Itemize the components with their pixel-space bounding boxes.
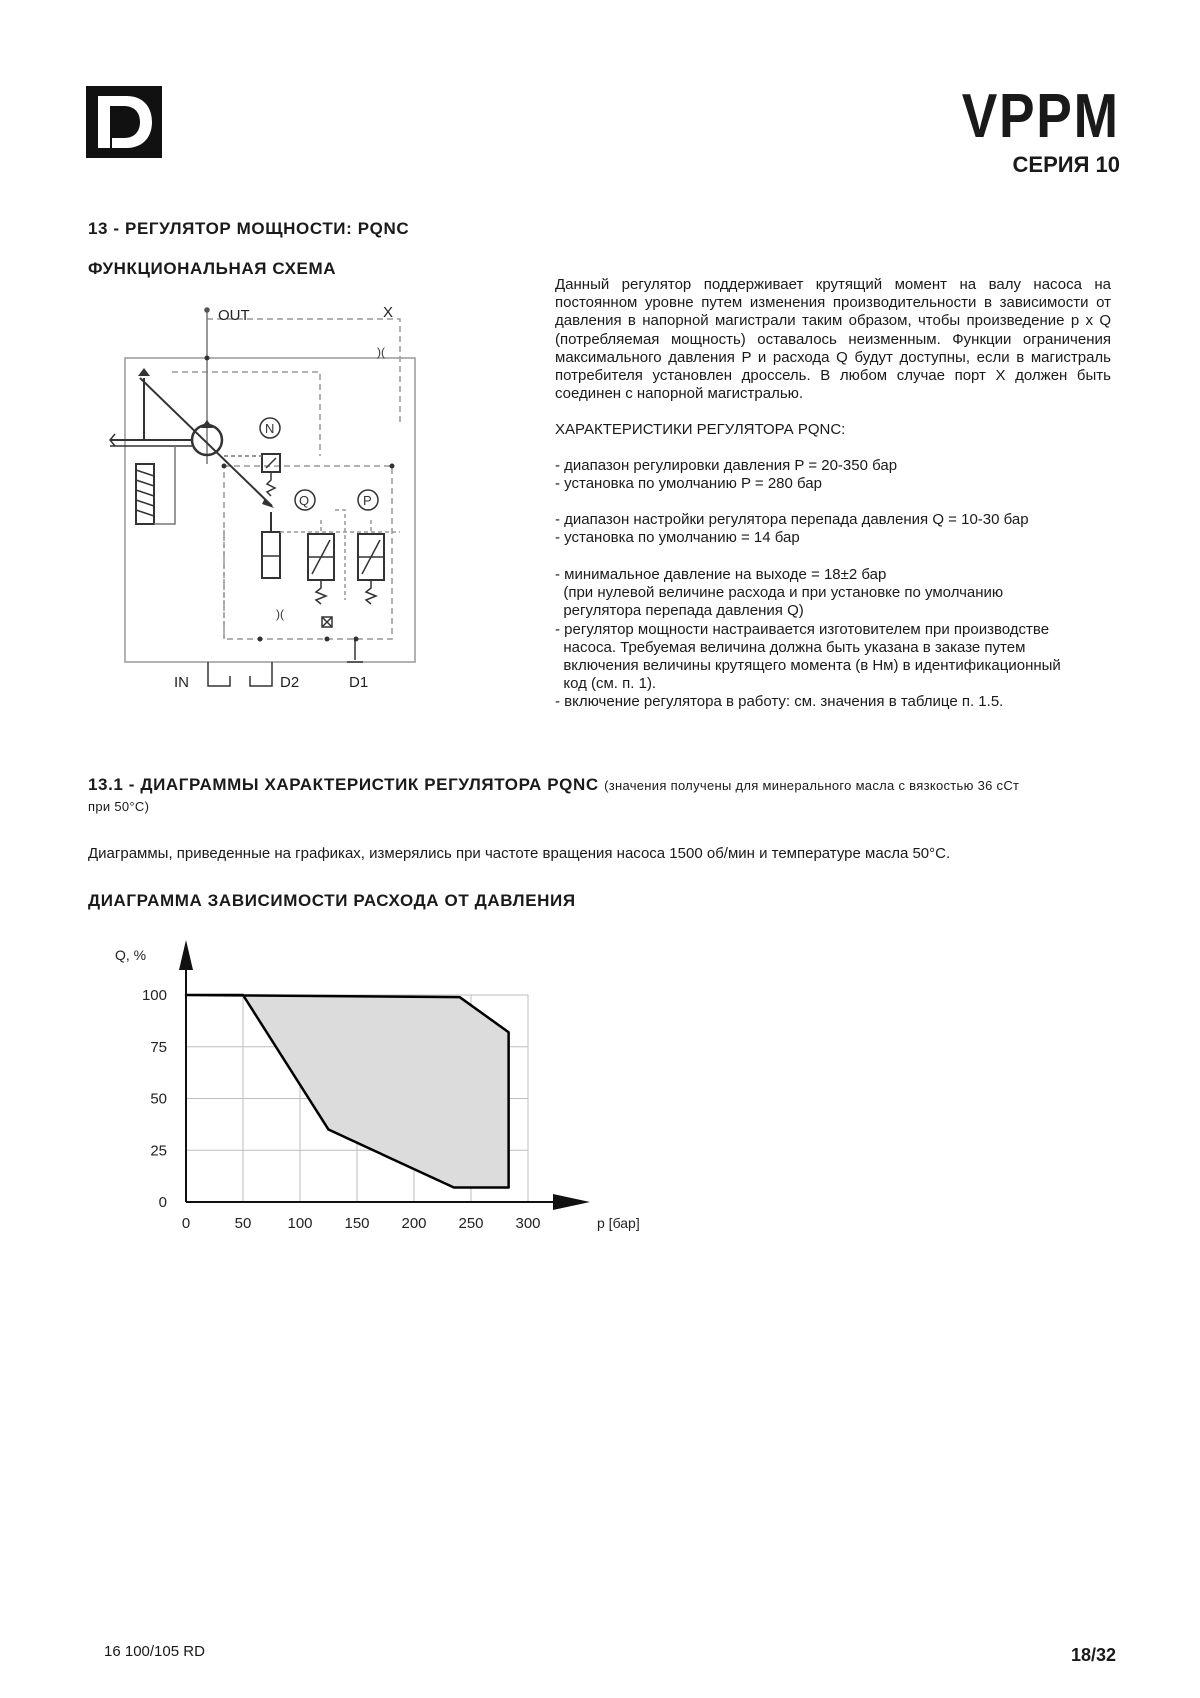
characteristics-group-2: - диапазон настройки регулятора перепада давления Q = 10-30 бар - установка по умолчанию = 14 бар bbox=[555, 511, 1029, 547]
scheme-label-d1: D1 bbox=[349, 674, 369, 691]
x-tick-label: 150 bbox=[344, 1215, 370, 1232]
flow-pressure-chart bbox=[85, 940, 640, 1240]
characteristics-heading: ХАРАКТЕРИСТИКИ РЕГУЛЯТОРА PQNC: bbox=[555, 421, 846, 438]
characteristics-group-1: - диапазон регулировки давления P = 20-350 бар - установка по умолчанию P = 280 бар bbox=[555, 457, 898, 493]
y-axis-label: Q, % bbox=[115, 947, 147, 963]
y-tick-label: 0 bbox=[158, 1194, 167, 1211]
scheme-label-p: P bbox=[363, 493, 372, 508]
x-tick-label: 100 bbox=[287, 1215, 313, 1232]
y-tick-label: 50 bbox=[150, 1090, 167, 1108]
scheme-label-in: IN bbox=[174, 674, 189, 691]
section2-text: Диаграммы, приведенные на графиках, измерялись при частоте вращения насоса 1500 об/мин и температуре масла 50°C. bbox=[88, 845, 951, 862]
document-code: 16 100/105 RD bbox=[104, 1643, 205, 1660]
section2-heading bbox=[88, 776, 1128, 793]
x-tick-label: 0 bbox=[181, 1215, 191, 1232]
chart-heading: ДИАГРАММА ЗАВИСИМОСТИ РАСХОДА ОТ ДАВЛЕНИЯ bbox=[88, 891, 576, 910]
y-tick-label: 75 bbox=[150, 1038, 167, 1056]
page-number: 18/32 bbox=[1070, 1645, 1116, 1665]
scheme-label-x: X bbox=[383, 304, 394, 321]
x-axis-label: p [бар] bbox=[597, 1215, 640, 1231]
section2-note-cont: при 50°C) bbox=[88, 799, 150, 814]
product-title: VPPM bbox=[962, 82, 1120, 151]
hydraulic-scheme bbox=[100, 300, 440, 710]
scheme-label-out: OUT bbox=[218, 307, 250, 324]
scheme-label-q: Q bbox=[299, 493, 310, 508]
characteristics-group-3: - минимальное давление на выходе = 18±2 бар (при нулевой величине расхода и при установке по умолчанию регулятора перепада давления Q) - регулятор мощности настраивается изготовителем при производстве насоса. Требуемая величина должна быть указана в заказе путем включения величины крутящего момента (в Нм) в идентификационный код (см. п. 1). - включение регулятора в работу: см. значения в таблице п. 1.5. bbox=[555, 566, 1061, 711]
y-axis-arrow bbox=[179, 940, 193, 970]
x-tick-label: 50 bbox=[234, 1215, 252, 1232]
scheme-label-n: N bbox=[265, 421, 275, 436]
x-tick-label: 300 bbox=[515, 1215, 541, 1232]
company-logo bbox=[86, 86, 162, 158]
scheme-heading: ФУНКЦИОНАЛЬНАЯ СХЕМА bbox=[88, 259, 337, 278]
x-tick-label: 250 bbox=[458, 1215, 484, 1232]
section2-note: (значения получены для минерального масла с вязкостью 36 сСт bbox=[604, 778, 1020, 793]
x-axis-arrow bbox=[553, 1194, 590, 1210]
svg-text:)(: )( bbox=[377, 345, 385, 359]
x-tick-label: 200 bbox=[401, 1215, 427, 1232]
scheme-label-d2: D2 bbox=[280, 674, 300, 691]
y-tick-label: 100 bbox=[141, 987, 167, 1004]
svg-text:)(: )( bbox=[276, 607, 284, 621]
series-area bbox=[186, 995, 509, 1188]
y-tick-label: 25 bbox=[150, 1142, 167, 1160]
section2-heading-text: 13.1 - ДИАГРАММЫ ХАРАКТЕРИСТИК РЕГУЛЯТОРА PQNC bbox=[88, 775, 599, 794]
regulator-description: Данный регулятор поддерживает крутящий момент на валу насоса на постоянном уровне путем изменения производительности в зависимости от давления в напорной магистрали таким образом, чтобы произведение p x Q (потребляемая мощность) оставалось неизменным. Функции ограничения максимального давления P и расхода Q будут доступны, если в магистраль потребителя установлен дроссель. В любом случае порт X должен быть соединен с напорной магистралью. bbox=[555, 276, 1111, 403]
section-heading: 13 - РЕГУЛЯТОР МОЩНОСТИ: PQNC bbox=[88, 219, 410, 238]
product-series: СЕРИЯ 10 bbox=[1012, 152, 1120, 177]
